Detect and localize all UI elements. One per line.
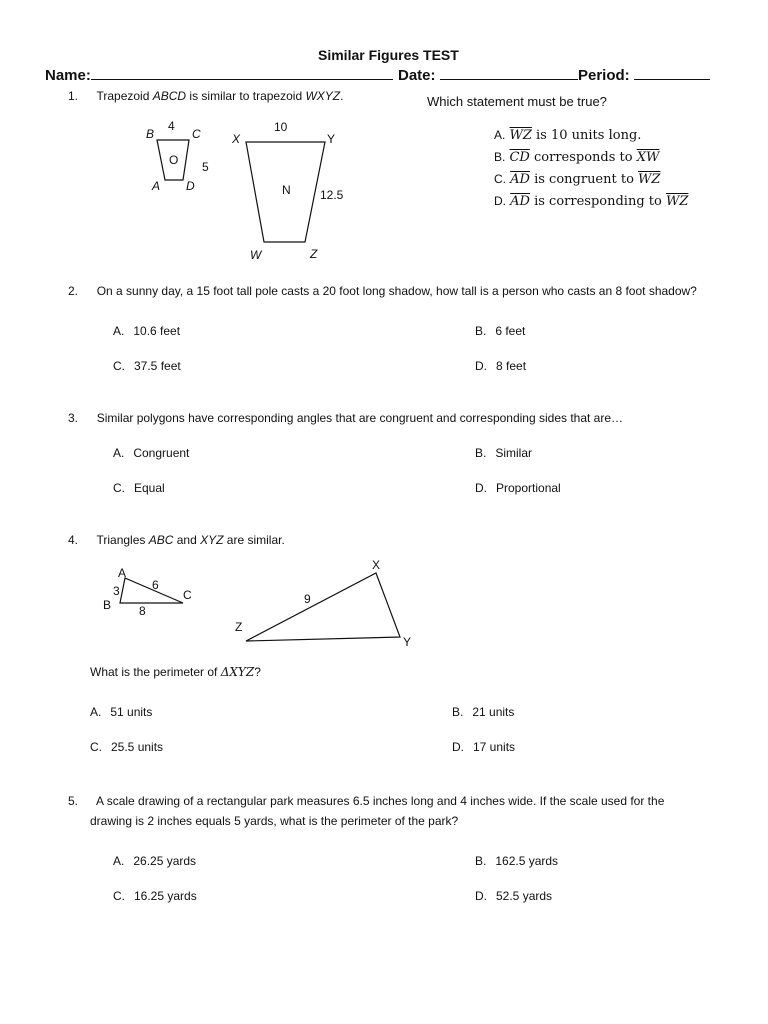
question-number: 3. xyxy=(68,411,79,425)
label-ac-6: 6 xyxy=(152,578,159,592)
option-letter: C. xyxy=(113,889,125,903)
question-number: 2. xyxy=(68,284,79,298)
prompt-math: ΔXYZ xyxy=(220,665,255,679)
q1-option-c[interactable] xyxy=(494,172,660,187)
label-b: B xyxy=(146,127,155,141)
page-title: Similar Figures TEST xyxy=(318,47,459,63)
label-x: X xyxy=(232,132,241,146)
q4-option-d[interactable] xyxy=(452,740,515,754)
option-letter: A. xyxy=(494,128,506,142)
label-ab-3: 3 xyxy=(113,584,120,598)
question-text: and xyxy=(173,533,201,547)
question-text: is similar to trapezoid xyxy=(186,89,306,103)
q3-option-c[interactable] xyxy=(113,481,165,495)
option-letter: D. xyxy=(475,481,487,495)
option-letter: A. xyxy=(113,324,125,338)
option-text: 10.6 feet xyxy=(133,324,181,338)
date-field[interactable] xyxy=(398,67,578,84)
q2-option-c[interactable] xyxy=(113,359,181,373)
option-text: 25.5 units xyxy=(111,740,164,754)
date-label: Date: xyxy=(398,67,436,84)
option-letter: C. xyxy=(113,481,125,495)
option-letter: D. xyxy=(494,194,506,208)
option-letter: B. xyxy=(494,150,506,164)
label-x: X xyxy=(372,558,381,572)
q5-option-c[interactable] xyxy=(113,889,197,903)
q1-option-b[interactable] xyxy=(494,150,659,165)
option-letter: C. xyxy=(113,359,125,373)
option-text: 6 feet xyxy=(495,324,526,338)
option-letter: B. xyxy=(475,446,487,460)
question-2-stem xyxy=(68,284,697,298)
name-line[interactable] xyxy=(91,67,393,80)
label-d: D xyxy=(186,179,195,193)
period-line[interactable] xyxy=(634,67,710,80)
option-text: 51 units xyxy=(110,705,153,719)
label-y: Y xyxy=(327,132,336,146)
label-top-4: 4 xyxy=(168,119,175,133)
segment-wz: $\overline{WZ}$ xyxy=(665,194,689,209)
triangle-xyz xyxy=(246,573,400,641)
segment-ad: $\overline{AD}$ xyxy=(510,172,530,187)
option-letter: C. xyxy=(494,172,506,186)
question-text-italic: WXYZ xyxy=(305,89,341,103)
question-4-stem xyxy=(68,533,285,547)
option-text: is 10 units long. xyxy=(531,128,642,143)
label-z: Z xyxy=(235,620,243,634)
option-text: 26.25 yards xyxy=(133,854,197,868)
question-5-stem xyxy=(68,794,664,808)
trapezoid-figures xyxy=(130,110,370,270)
label-a: A xyxy=(152,179,161,193)
option-letter: B. xyxy=(475,324,487,338)
question-3-stem xyxy=(68,411,623,425)
question-text-line-1: A scale drawing of a rectangular park measures 6.5 inches long and 4 inches wide. If the scale used for the xyxy=(96,794,665,808)
label-a: A xyxy=(118,566,127,580)
prompt-text: What is the perimeter of xyxy=(90,665,221,679)
prompt-text: ? xyxy=(254,665,261,679)
question-4-prompt xyxy=(90,665,261,679)
question-1-prompt: Which statement must be true? xyxy=(427,94,607,109)
option-text: Equal xyxy=(134,481,165,495)
label-side-12-5: 12.5 xyxy=(320,188,344,202)
option-letter: A. xyxy=(113,854,125,868)
option-text: 52.5 yards xyxy=(496,889,553,903)
q1-option-d[interactable] xyxy=(494,194,688,209)
period-field[interactable] xyxy=(578,67,710,84)
option-text: corresponds to xyxy=(529,150,637,165)
q3-option-b[interactable] xyxy=(475,446,532,460)
q3-option-d[interactable] xyxy=(475,481,561,495)
question-number: 5. xyxy=(68,794,79,808)
option-letter: B. xyxy=(452,705,464,719)
q5-option-d[interactable] xyxy=(475,889,552,903)
question-text: On a sunny day, a 15 foot tall pole casts a 20 foot long shadow, how tall is a person who casts an 8 foot shadow? xyxy=(96,284,697,298)
option-letter: A. xyxy=(90,705,102,719)
name-label: Name: xyxy=(45,67,91,84)
segment-wz: $\overline{WZ}$ xyxy=(638,172,661,187)
option-text: is congruent to xyxy=(529,172,639,187)
question-number: 4. xyxy=(68,533,79,547)
option-letter: B. xyxy=(475,854,487,868)
label-c: C xyxy=(192,127,201,141)
option-text: is corresponding to xyxy=(529,194,666,209)
option-letter: A. xyxy=(113,446,125,460)
question-1-stem xyxy=(68,89,343,103)
period-label: Period: xyxy=(578,67,630,84)
question-number: 1. xyxy=(68,89,79,103)
q2-option-a[interactable] xyxy=(113,324,180,338)
option-letter: D. xyxy=(475,889,487,903)
question-text-italic: ABCD xyxy=(152,89,187,103)
question-text: . xyxy=(340,89,344,103)
label-top-10: 10 xyxy=(274,120,288,134)
option-text: 17 units xyxy=(473,740,516,754)
question-text: are similar. xyxy=(223,533,285,547)
date-line[interactable] xyxy=(440,67,578,80)
question-text: Triangles xyxy=(96,533,149,547)
q2-option-d[interactable] xyxy=(475,359,526,373)
option-text: 162.5 yards xyxy=(495,854,559,868)
label-c: C xyxy=(183,588,192,602)
segment-cd: $\overline{CD}$ xyxy=(509,150,530,165)
label-n: N xyxy=(282,183,291,197)
option-text: 37.5 feet xyxy=(134,359,181,373)
q2-option-b[interactable] xyxy=(475,324,525,338)
option-text: 8 feet xyxy=(496,359,527,373)
option-letter: D. xyxy=(452,740,464,754)
label-o: O xyxy=(169,153,179,167)
option-text: Congruent xyxy=(133,446,190,460)
q1-option-a[interactable] xyxy=(494,128,641,143)
option-text: Proportional xyxy=(496,481,561,495)
option-text: 16.25 yards xyxy=(134,889,197,903)
segment-ad: $\overline{AD}$ xyxy=(510,194,530,209)
label-side-5: 5 xyxy=(202,160,209,174)
question-text-italic: XYZ xyxy=(200,533,224,547)
q5-option-b[interactable] xyxy=(475,854,558,868)
label-w: W xyxy=(250,248,262,262)
question-5-stem-line-2: drawing is 2 inches equals 5 yards, what is the perimeter of the park? xyxy=(90,814,459,828)
label-y: Y xyxy=(403,635,412,649)
q4-option-c[interactable] xyxy=(90,740,163,754)
q5-option-a[interactable] xyxy=(113,854,196,868)
q4-option-a[interactable] xyxy=(90,705,152,719)
q4-option-b[interactable] xyxy=(452,705,514,719)
name-field[interactable] xyxy=(45,67,393,84)
segment-wz: $\overline{WZ}$ xyxy=(509,128,532,143)
option-letter: D. xyxy=(475,359,487,373)
option-letter: C. xyxy=(90,740,102,754)
option-text: 21 units xyxy=(472,705,515,719)
q3-option-a[interactable] xyxy=(113,446,189,460)
segment-xw: $\overline{XW}$ xyxy=(636,150,660,165)
triangle-figures xyxy=(95,555,425,655)
question-text-italic: ABC xyxy=(148,533,174,547)
question-text: Trapezoid xyxy=(96,89,153,103)
label-z: Z xyxy=(310,247,318,261)
label-zx-9: 9 xyxy=(304,592,311,606)
option-text: Similar xyxy=(495,446,533,460)
label-b: B xyxy=(103,598,112,612)
question-text: Similar polygons have corresponding angles that are congruent and corresponding sides that are… xyxy=(96,411,624,425)
label-bc-8: 8 xyxy=(139,604,146,618)
